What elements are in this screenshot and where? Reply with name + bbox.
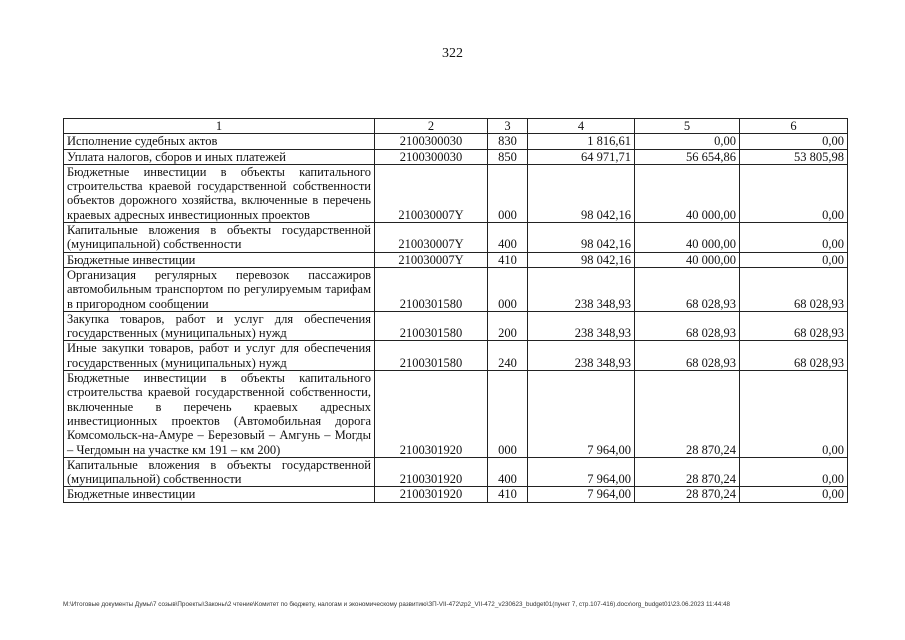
cell-v1: 98 042,16 xyxy=(528,164,635,222)
cell-v2: 68 028,93 xyxy=(635,341,740,371)
cell-name: Бюджетные инвестиции xyxy=(64,487,375,502)
cell-code: 2100301920 xyxy=(375,371,488,458)
cell-v1: 1 816,61 xyxy=(528,134,635,149)
cell-code: 2100301580 xyxy=(375,311,488,341)
cell-v2: 28 870,24 xyxy=(635,457,740,487)
header-cell: 1 xyxy=(64,119,375,134)
cell-v1: 7 964,00 xyxy=(528,457,635,487)
cell-name: Бюджетные инвестиции в объекты капитального строительства краевой государственной собственности, включенные в перечень краевых адресных инвестиционных проектов (Автомобильная дорога Комсомольск-на-Амуре – Березовый – Амгунь – Могды – Чегдомын на участке км 191 – км 200) xyxy=(64,371,375,458)
table-row xyxy=(64,164,848,222)
cell-name: Иные закупки товаров, работ и услуг для обеспечения государственных (муниципальных) нужд xyxy=(64,341,375,371)
cell-v3: 68 028,93 xyxy=(740,267,848,311)
cell-type: 000 xyxy=(488,267,528,311)
cell-v1: 98 042,16 xyxy=(528,223,635,253)
document-path-footer: M:\Итоговые документы Думы\7 созыв\Проекты\Законы\2 чтение\Комитет по бюджету, налогам и экономическому развитию\ЗП-VII-472\zp2_VII-472_v230623_budget01(пункт 7, стр.107-416).docx\org_budget01\23.06.2023 11:44:48 xyxy=(63,601,731,608)
cell-v2: 68 028,93 xyxy=(635,267,740,311)
cell-v3: 0,00 xyxy=(740,223,848,253)
cell-v3: 53 805,98 xyxy=(740,149,848,164)
cell-type: 400 xyxy=(488,223,528,253)
table-row xyxy=(64,487,848,502)
cell-v1: 98 042,16 xyxy=(528,252,635,267)
cell-code: 2100301920 xyxy=(375,457,488,487)
cell-name: Капитальные вложения в объекты государственной (муниципальной) собственности xyxy=(64,457,375,487)
header-cell: 2 xyxy=(375,119,488,134)
cell-name: Бюджетные инвестиции xyxy=(64,252,375,267)
cell-code: 2100300030 xyxy=(375,149,488,164)
cell-v2: 40 000,00 xyxy=(635,223,740,253)
cell-v2: 28 870,24 xyxy=(635,487,740,502)
header-cell: 5 xyxy=(635,119,740,134)
cell-v3: 0,00 xyxy=(740,252,848,267)
table-row xyxy=(64,223,848,253)
cell-v2: 0,00 xyxy=(635,134,740,149)
cell-v1: 238 348,93 xyxy=(528,311,635,341)
cell-v3: 0,00 xyxy=(740,487,848,502)
header-cell: 3 xyxy=(488,119,528,134)
cell-v1: 238 348,93 xyxy=(528,267,635,311)
cell-v3: 0,00 xyxy=(740,134,848,149)
cell-v2: 40 000,00 xyxy=(635,252,740,267)
cell-name: Организация регулярных перевозок пассажиров автомобильным транспортом по регулируемым тарифам в пригородном сообщении xyxy=(64,267,375,311)
cell-v3: 0,00 xyxy=(740,457,848,487)
cell-name: Исполнение судебных актов xyxy=(64,134,375,149)
cell-type: 410 xyxy=(488,487,528,502)
cell-v3: 0,00 xyxy=(740,371,848,458)
header-cell: 6 xyxy=(740,119,848,134)
table-row xyxy=(64,134,848,149)
header-cell: 4 xyxy=(528,119,635,134)
cell-v2: 40 000,00 xyxy=(635,164,740,222)
table-row xyxy=(64,252,848,267)
cell-v3: 68 028,93 xyxy=(740,341,848,371)
cell-type: 000 xyxy=(488,371,528,458)
cell-type: 000 xyxy=(488,164,528,222)
cell-v3: 68 028,93 xyxy=(740,311,848,341)
cell-v2: 56 654,86 xyxy=(635,149,740,164)
cell-v1: 238 348,93 xyxy=(528,341,635,371)
cell-v2: 28 870,24 xyxy=(635,371,740,458)
cell-code: 210030007Y xyxy=(375,223,488,253)
cell-v3: 0,00 xyxy=(740,164,848,222)
table-row xyxy=(64,371,848,458)
cell-code: 2100301580 xyxy=(375,267,488,311)
table-row xyxy=(64,457,848,487)
cell-code: 2100301920 xyxy=(375,487,488,502)
page-number: 322 xyxy=(442,46,463,61)
cell-name: Закупка товаров, работ и услуг для обеспечения государственных (муниципальных) нужд xyxy=(64,311,375,341)
table-row xyxy=(64,267,848,311)
table-row xyxy=(64,341,848,371)
cell-type: 240 xyxy=(488,341,528,371)
cell-name: Уплата налогов, сборов и иных платежей xyxy=(64,149,375,164)
cell-code: 2100301580 xyxy=(375,341,488,371)
cell-code: 2100300030 xyxy=(375,134,488,149)
cell-name: Капитальные вложения в объекты государственной (муниципальной) собственности xyxy=(64,223,375,253)
cell-v2: 68 028,93 xyxy=(635,311,740,341)
cell-type: 400 xyxy=(488,457,528,487)
cell-name: Бюджетные инвестиции в объекты капитального строительства краевой государственной собственности объектов дорожного хозяйства, включенные в перечень краевых адресных инвестиционных проектов xyxy=(64,164,375,222)
cell-code: 210030007Y xyxy=(375,252,488,267)
table-header-row xyxy=(64,119,848,134)
table-row xyxy=(64,149,848,164)
cell-v1: 7 964,00 xyxy=(528,371,635,458)
cell-type: 200 xyxy=(488,311,528,341)
cell-v1: 64 971,71 xyxy=(528,149,635,164)
budget-table xyxy=(63,118,848,503)
cell-code: 210030007Y xyxy=(375,164,488,222)
cell-type: 850 xyxy=(488,149,528,164)
cell-v1: 7 964,00 xyxy=(528,487,635,502)
table-row xyxy=(64,311,848,341)
cell-type: 410 xyxy=(488,252,528,267)
cell-type: 830 xyxy=(488,134,528,149)
